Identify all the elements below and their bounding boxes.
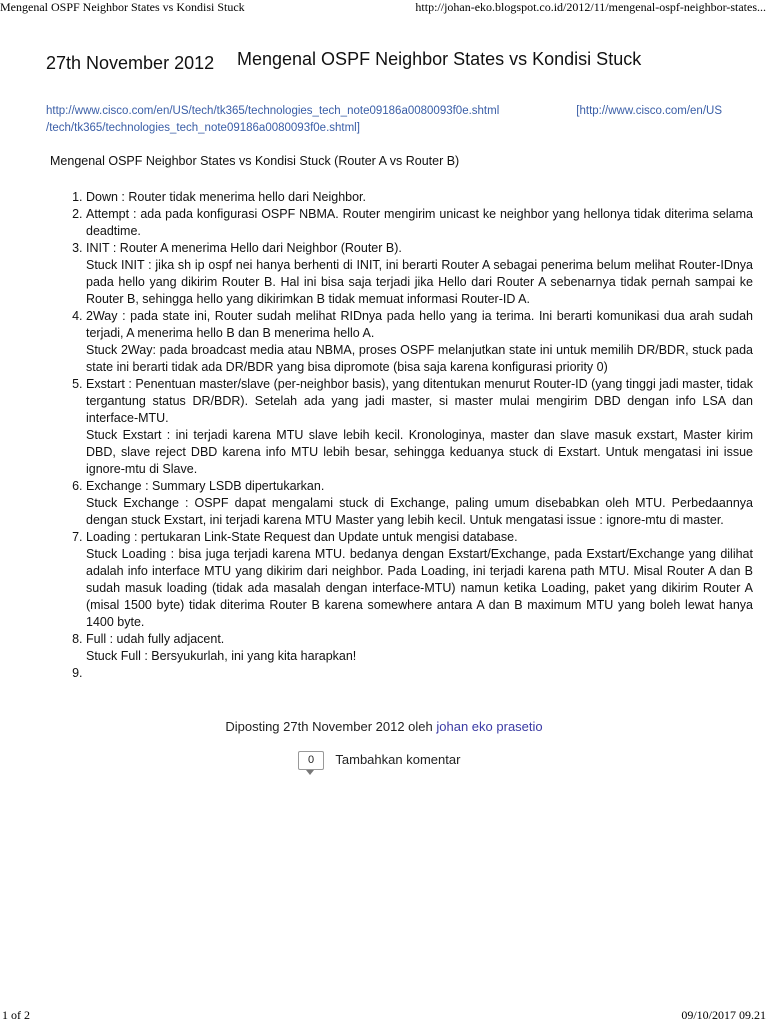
list-item: 6. Exchange : Summary LSDB dipertukarkan. Stuck Exchange : OSPF dapat mengalami stuck di Exchange, paling umum disebabkan oleh MTU. Perbedaannya dengan stuck Exstart, ini terjadi karena MTU Master yang lebih kecil. Untuk mengatasi issue : ignore-mtu di master.	[86, 478, 753, 529]
comment-count: 0	[307, 754, 315, 766]
print-footer	[0, 1008, 768, 1024]
neighbor-states-list	[54, 189, 753, 682]
list-item: 4. 2Way : pada state ini, Router sudah melihat RIDnya pada hello yang ia terima. Ini berarti komunikasi dua arah sudah terjadi, A menerima hello B dan B menerima hello A. Stuck 2Way: pada broadcast media atau NBMA, proses OSPF melanjutkan state ini untuk memilih DR/BDR, stuck pada state ini berarti tidak ada DR/BDR yang bisa dipromote (bisa saja karena konfigurasi priority 0)	[86, 308, 753, 376]
print-header-url: http://johan-eko.blogspot.co.id/2012/11/mengenal-ospf-neighbor-states...	[415, 0, 766, 14]
speech-bubble-tail-icon	[306, 770, 314, 775]
print-header	[0, 0, 768, 16]
list-item: 2. Attempt : ada pada konfigurasi OSPF NBMA. Router mengirim unicast ke neighbor yang hellonya tidak diterima selama deadtime.	[86, 206, 753, 240]
comment-count-icon[interactable]	[298, 751, 324, 770]
source-link-bracket: [http://www.cisco.com/en/US	[576, 105, 722, 117]
post-date-header: 27th November 2012	[46, 53, 215, 73]
list-item: 5. Exstart : Penentuan master/slave (per-neighbor basis), yang ditentukan menurut Router-ID (yang tinggi jadi master, tidak tergantung status DR/BDR). Setelah ada yang jadi master, si master mulai mengirim DBD dengan info LSA dan interface-MTU. Stuck Exstart : ini terjadi karena MTU slave lebih kecil. Kronologinya, master dan slave masuk exstart, Master kirim DBD, slave reject DBD karena info MTU lebih besar, sehingga keduanya stuck di Exstart. Untuk mengatasi ini issue ignore-mtu di Slave.	[86, 376, 753, 478]
add-comment-row[interactable]	[298, 751, 460, 770]
add-comment-link[interactable]: Tambahkan komentar	[335, 751, 461, 767]
print-datetime: 09/10/2017 09.21	[681, 1008, 766, 1022]
print-header-title: Mengenal OSPF Neighbor States vs Kondisi Stuck	[0, 0, 245, 14]
post-intro: Mengenal OSPF Neighbor States vs Kondisi Stuck (Router A vs Router B)	[50, 154, 460, 168]
post-title[interactable]: Mengenal OSPF Neighbor States vs Kondisi Stuck	[237, 49, 642, 69]
posted-date-text: Diposting 27th November 2012 oleh	[225, 719, 433, 734]
list-item: 3. INIT : Router A menerima Hello dari Neighbor (Router B). Stuck INIT : jika sh ip ospf nei hanya berhenti di INIT, ini berarti Router A sebagai penerima belum melihat Router-IDnya pada hello yang dikirim Router B. Hal ini bisa saja terjadi jika Hello dari Router A sebenarnya tidak pernah sampai ke Router B, sehingga hello yang dikirimkan B tidak memuat informasi Router-ID A.	[86, 240, 753, 308]
source-link[interactable]: http://www.cisco.com/en/US/tech/tk365/technologies_tech_note09186a0080093f0e.shtml	[46, 105, 500, 117]
list-item: 7. Loading : pertukaran Link-State Request dan Update untuk mengisi database. Stuck Loading : bisa juga terjadi karena MTU. bedanya dengan Exstart/Exchange, pada Exstart/Exchange yang dilihat adalah info interface MTU yang dikirim dari neighbor. Pada Loading, ini terjadi karena path MTU. Misal Router A dan B sudah masuk loading (tidak ada masalah dengan interface-MTU) namun ketika Loading, paket yang dikirim Router A (misal 1500 byte) tidak diterima Router B karena somewhere antara A dan B maximum MTU yang boleh lewat hanya 1400 byte.	[86, 529, 753, 631]
list-item: 8. Full : udah fully adjacent. Stuck Full : Bersyukurlah, ini yang kita harapkan!	[86, 631, 753, 665]
post-footer-byline	[0, 719, 768, 734]
source-link-block	[46, 103, 722, 137]
list-item-empty	[86, 665, 753, 682]
author-link[interactable]: johan eko prasetio	[436, 719, 543, 734]
list-item: 1. Down : Router tidak menerima hello dari Neighbor.	[86, 189, 753, 206]
page-number: 1 of 2	[2, 1008, 30, 1022]
source-link-bracket-continued: /tech/tk365/technologies_tech_note09186a0080093f0e.shtml]	[46, 122, 360, 134]
